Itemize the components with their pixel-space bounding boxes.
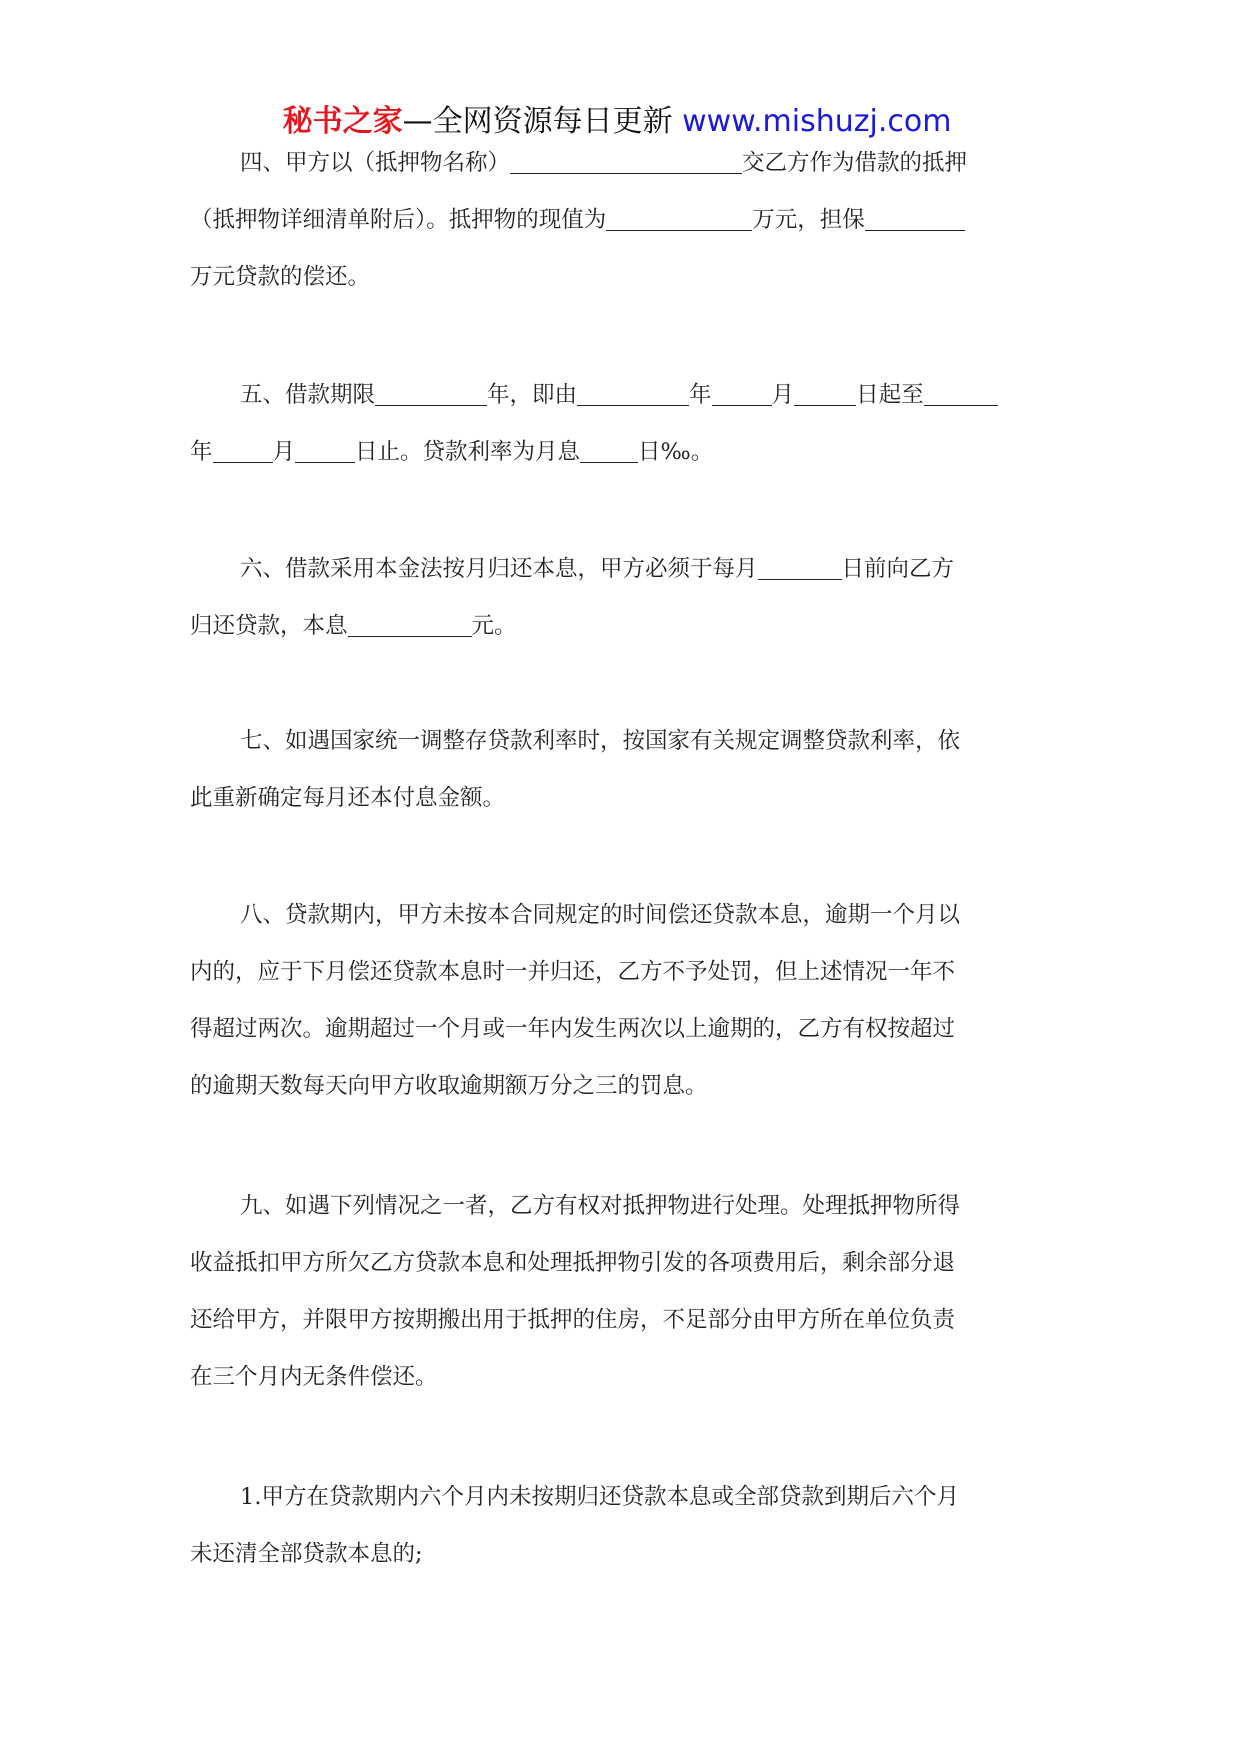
clause-4-line-2 [190, 192, 1042, 249]
clause-7-line-2: 此重新确定每月还本付息金额。 [190, 785, 506, 811]
item-1-line-2: 未还清全部贷款本息的; [190, 1541, 423, 1567]
clause-5-text-e: 日起至 [856, 382, 924, 408]
header-url: www.mishuzj.com [682, 104, 952, 139]
end-year-blank [924, 381, 998, 406]
start-month-blank [712, 381, 772, 406]
start-day-blank [794, 381, 856, 406]
end-month-blank [213, 438, 273, 463]
clause-4 [190, 135, 1042, 306]
clause-5 [190, 367, 1042, 481]
clause-6-text-3: 归还贷款，本息 [190, 613, 348, 639]
clause-5-text-f: 年 [190, 439, 213, 465]
clause-6-text-1: 六、借款采用本金法按月归还本息，甲方必须于每月 [240, 556, 758, 582]
clause-5-text-h: 日止。贷款利率为月息 [355, 439, 581, 465]
clause-7 [190, 713, 1042, 827]
clause-4-line-3: 万元贷款的偿还。 [190, 264, 371, 290]
clause-5-line-1 [190, 367, 1042, 424]
clause-6-line-1 [190, 541, 1042, 598]
clause-4-line-1 [190, 135, 1042, 192]
clause-5-text-b: 年，即由 [487, 382, 578, 408]
repayment-day-blank [758, 555, 842, 580]
clause-8-line-4: 的逾期天数每天向甲方收取逾期额万分之三的罚息。 [190, 1073, 708, 1099]
clause-4-text-1: 四、甲方以（抵押物名称） [240, 150, 511, 176]
clause-7-line-1: 七、如遇国家统一调整存贷款利率时，按国家有关规定调整贷款利率，依 [240, 728, 961, 754]
clause-9-line-3: 还给甲方，并限甲方按期搬出用于抵押的住房，不足部分由甲方所在单位负责 [190, 1307, 956, 1333]
clause-5-text-g: 月 [272, 439, 296, 465]
header-brand: 秘书之家 [282, 104, 403, 139]
clause-5-text-a: 五、借款期限 [240, 382, 376, 408]
collateral-value-blank [606, 206, 752, 231]
clause-6-line-2 [190, 598, 1042, 655]
clause-5-text-c: 年 [689, 382, 712, 408]
header-tagline: —全网资源每日更新 [402, 104, 683, 139]
principal-interest-blank [348, 612, 472, 637]
item-1-line-1: 1.甲方在贷款期内六个月内未按期归还贷款本息或全部贷款到期后六个月 [240, 1484, 959, 1510]
clause-4-text-2: 交乙方作为借款的抵押 [742, 150, 968, 176]
clause-5-line-2 [190, 424, 1042, 481]
clause-8 [190, 887, 1042, 1115]
start-year-blank [577, 381, 689, 406]
clause-9-line-4: 在三个月内无条件偿还。 [190, 1364, 438, 1390]
clause-5-text-i: 日‰。 [638, 439, 714, 465]
clause-5-text-d: 月 [771, 382, 795, 408]
clause-6-text-4: 元。 [471, 613, 517, 639]
clause-4-text-3: （抵押物详细清单附后）。抵押物的现值为 [190, 207, 607, 233]
end-day-blank [295, 438, 355, 463]
clause-8-line-3: 得超过两次。逾期超过一个月或一年内发生两次以上逾期的，乙方有权按超过 [190, 1016, 956, 1042]
collateral-name-blank [510, 149, 742, 174]
clause-9-line-1: 九、如遇下列情况之一者，乙方有权对抵押物进行处理。处理抵押物所得 [240, 1193, 961, 1219]
clause-9-line-2: 收益抵扣甲方所欠乙方贷款本息和处理抵押物引发的各项费用后，剩余部分退 [190, 1250, 956, 1276]
guarantee-amount-blank [865, 206, 965, 231]
clause-8-line-1: 八、贷款期内，甲方未按本合同规定的时间偿还贷款本息，逾期一个月以 [240, 902, 961, 928]
clause-6 [190, 541, 1042, 655]
clause-4-text-4: 万元，担保 [752, 207, 865, 233]
item-1 [190, 1469, 1042, 1583]
clause-9 [190, 1178, 1042, 1406]
interest-rate-blank [580, 438, 638, 463]
clause-8-line-2: 内的，应于下月偿还贷款本息时一并归还，乙方不予处罚，但上述情况一年不 [190, 959, 956, 985]
clause-6-text-2: 日前向乙方 [841, 556, 955, 582]
loan-term-years-blank [375, 381, 487, 406]
